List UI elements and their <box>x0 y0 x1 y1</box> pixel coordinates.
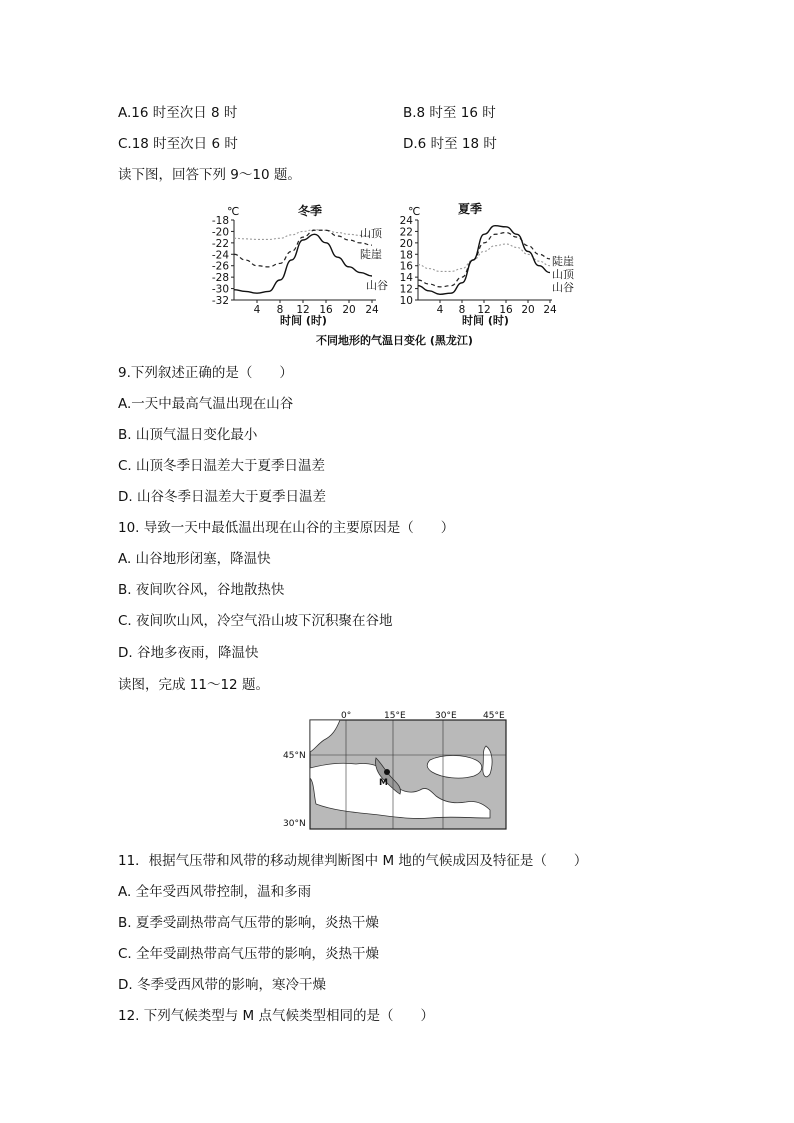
lon-label-15e: 15°E <box>384 711 406 721</box>
intro-9-10: 读下图，回答下列 9～10 题。 <box>118 167 301 183</box>
winter-chart <box>212 203 388 327</box>
s-ytick-label: 16 <box>399 260 413 273</box>
winter-label-top: 山顶 <box>360 227 382 240</box>
summer-label-cliff: 陡崖 <box>552 255 574 268</box>
option-8b: B.8 时至 16 时 <box>403 105 496 121</box>
summer-chart <box>400 201 575 327</box>
lon-label-30e: 30°E <box>435 711 457 721</box>
winter-title: 冬季 <box>298 204 323 218</box>
intro-11-12: 读图，完成 11～12 题。 <box>118 677 269 693</box>
w-ytick-label: -24 <box>211 249 229 262</box>
q10-option-b: B. 夜间吹谷风，谷地散热快 <box>118 582 285 598</box>
s-ytick-label: 10 <box>399 295 413 307</box>
q10-stem: 10. 导致一天中最低温出现在山谷的主要原因是（ ） <box>118 520 455 536</box>
w-ytick-label: -32 <box>211 295 229 307</box>
q11-option-a: A. 全年受西风带控制，温和多雨 <box>118 884 312 900</box>
s-ytick-label: 22 <box>399 226 413 239</box>
point-m-label: M <box>379 778 388 788</box>
s-xtick-label: 16 <box>499 304 513 316</box>
q11-option-c: C. 全年受副热带高气压带的影响，炎热干燥 <box>118 946 380 962</box>
w-xtick-label: 16 <box>319 304 333 316</box>
winter-unit: ℃ <box>227 205 240 218</box>
s-xtick-label: 4 <box>436 304 444 316</box>
w-xtick-label: 24 <box>365 304 379 316</box>
s-ytick-label: 18 <box>399 249 413 262</box>
q9-option-a: A.一天中最高气温出现在山谷 <box>118 396 294 412</box>
s-ytick-label: 20 <box>399 237 413 250</box>
w-ytick-label: -30 <box>211 283 229 296</box>
w-xtick-label: 4 <box>253 304 261 316</box>
s-series-line <box>418 226 550 295</box>
winter-xlabel: 时间 (时) <box>280 314 327 327</box>
option-8d: D.6 时至 18 时 <box>403 136 497 152</box>
q12-stem: 12. 下列气候类型与 M 点气候类型相同的是（ ） <box>118 1008 434 1024</box>
lon-label-0: 0° <box>341 711 352 721</box>
mediterranean-map <box>280 706 516 832</box>
winter-label-valley: 山谷 <box>366 279 388 292</box>
q9-option-d: D. 山谷冬季日温差大于夏季日温差 <box>118 489 326 505</box>
s-ytick-label: 14 <box>399 272 413 285</box>
q9-stem: 9.下列叙述正确的是（ ） <box>118 365 293 381</box>
option-8a: A.16 时至次日 8 时 <box>118 105 238 121</box>
w-ytick-label: -18 <box>211 215 229 227</box>
summer-title: 夏季 <box>458 202 483 216</box>
lat-label-30n: 30°N <box>283 819 306 829</box>
q10-option-c: C. 夜间吹山风，冷空气沿山坡下沉积聚在谷地 <box>118 613 393 629</box>
s-xtick-label: 8 <box>458 304 466 316</box>
w-ytick-label: -28 <box>211 272 229 285</box>
s-xtick-label: 20 <box>521 304 535 316</box>
q10-option-a: A. 山谷地形闭塞，降温快 <box>118 551 271 567</box>
s-ytick-label: 12 <box>399 283 413 296</box>
q11-option-b: B. 夏季受副热带高气压带的影响，炎热干燥 <box>118 915 379 931</box>
s-xtick-label: 12 <box>477 304 491 316</box>
q9-option-c: C. 山顶冬季日温差大于夏季日温差 <box>118 458 326 474</box>
w-xtick-label: 20 <box>342 304 356 316</box>
q10-option-d: D. 谷地多夜雨，降温快 <box>118 645 259 661</box>
option-8c: C.18 时至次日 6 时 <box>118 136 238 152</box>
w-xtick-label: 8 <box>276 304 284 316</box>
q11-stem: 11．根据气压带和风带的移动规律判断图中 M 地的气候成因及特征是（ ） <box>118 853 588 869</box>
summer-label-valley: 山谷 <box>552 281 574 294</box>
winter-label-cliff: 陡崖 <box>360 248 382 261</box>
summer-unit: ℃ <box>408 205 421 218</box>
w-ytick-label: -22 <box>211 237 229 250</box>
temperature-figure <box>200 200 600 352</box>
point-m-marker <box>384 769 390 775</box>
s-ytick-label: 24 <box>399 215 413 227</box>
summer-label-top: 山顶 <box>552 268 574 281</box>
lon-label-45e: 45°E <box>483 711 505 721</box>
w-series-line <box>234 230 372 267</box>
w-xtick-label: 12 <box>296 304 310 316</box>
summer-xlabel: 时间 (时) <box>462 314 509 327</box>
w-ytick-label: -20 <box>211 226 229 239</box>
w-series-line <box>234 234 372 293</box>
s-series-line <box>418 233 550 287</box>
w-ytick-label: -26 <box>211 260 229 273</box>
figure1-caption: 不同地形的气温日变化 (黑龙江) <box>316 334 473 347</box>
s-series-line <box>418 244 550 271</box>
q11-option-d: D. 冬季受西风带的影响，寒冷干燥 <box>118 977 326 993</box>
lat-label-45n: 45°N <box>283 751 306 761</box>
q9-option-b: B. 山顶气温日变化最小 <box>118 427 258 443</box>
s-xtick-label: 24 <box>543 304 557 316</box>
w-series-line <box>234 230 372 240</box>
